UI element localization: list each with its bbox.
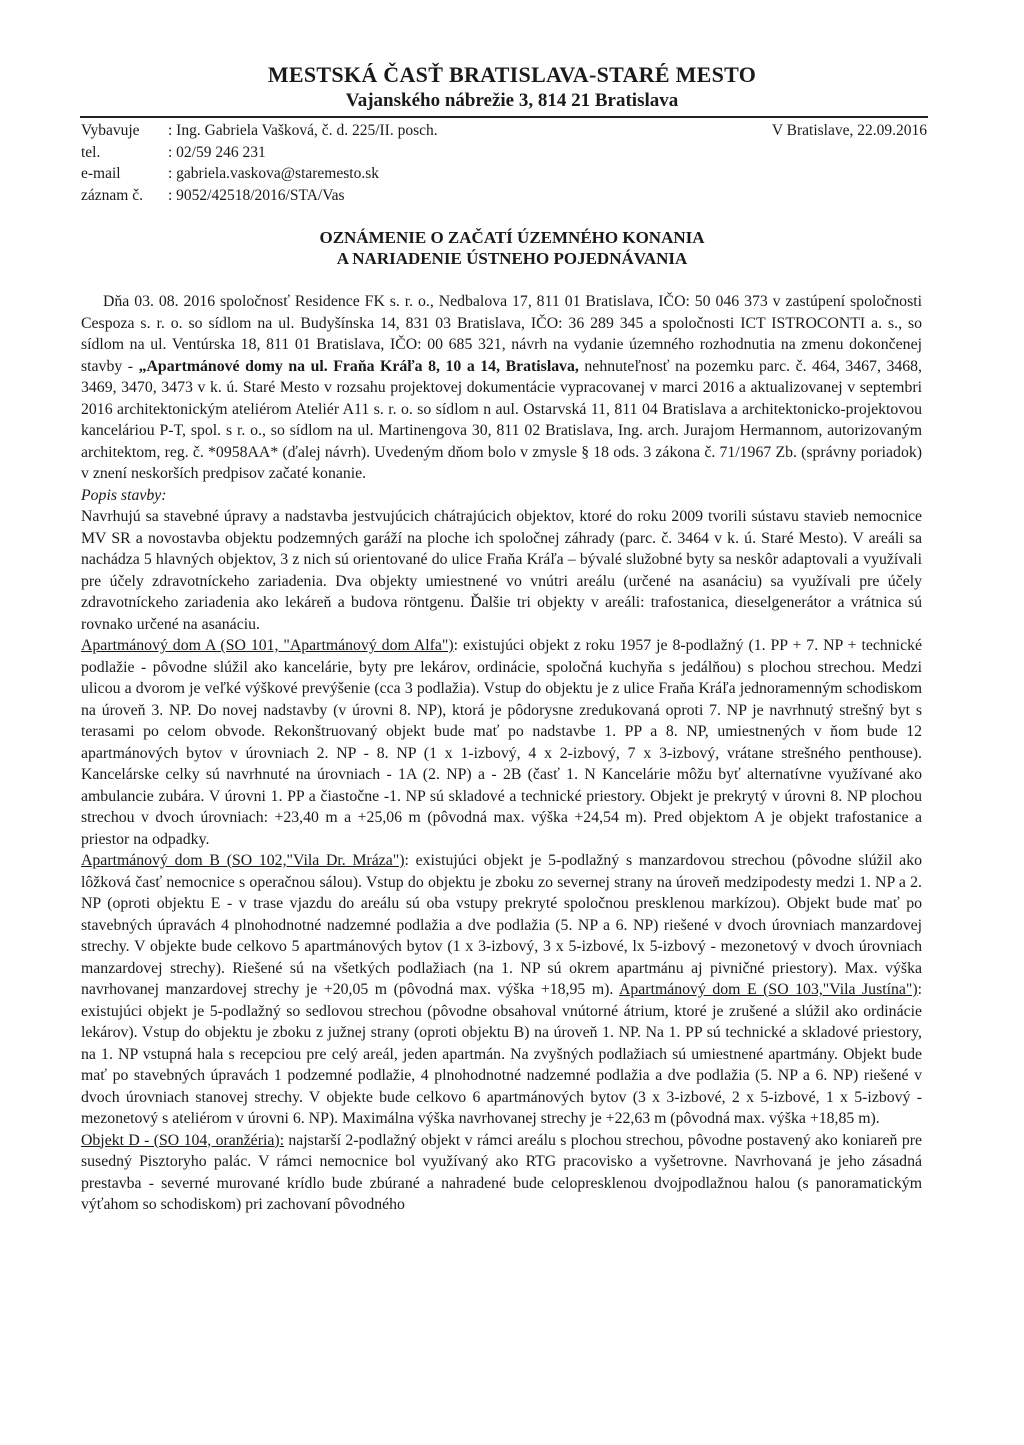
intro-text-a: Dňa 03. 08. 2016 spoločnosť Residence FK s. r. o., Nedbalova 17, 811 01 Bratislava, IČO: 50 046 373 v zastúpení spoločnosti Cespoza s. r. o. so sídlom na ul. Budyšínska 14, 831 03 Bratislava, IČO: 36 289 345 a spoločnosti ICT ISTROCONTI a. s., so sídlom na ul. Ventúrska 18, 811 01 Bratislava, IČO: 00 685 321, návrh na vydanie územného rozhodnutia na zmenu dokončenej stavby - xyxy=(81,293,922,375)
description-heading: Popis stavby: xyxy=(81,486,167,504)
meta-label: Vybavuje xyxy=(81,122,140,139)
building-d-title: Objekt D - (SO 104, oranžéria): xyxy=(81,1131,285,1149)
description-paragraph: Navrhujú sa stavebné úpravy a nadstavba jestvujúcich chátrajúcich objektov, ktoré do roku 2009 tvorili sústavu stavieb nemocnice MV SR a novostavba objektu podzemných garáží na ploche ich spoločnej záhrady (parc. č. 3464 v k. ú. Staré Mesto). V areáli sa nachádza 5 hlavných objektov, 3 z nich sú orientované do ulice Fraňa Kráľa – bývalé služobné byty sa neskôr adaptovali a využívali pre účely zdravotníckeho zariadenia. Dva objekty umiestnené vo vnútri areálu (určené na asanáciu) sa využívali pre účely zdravotníckeho zariadenia ako lekáreň a budova röntgenu. Ďalšie tri objekty v areáli: trafostanica, dieselgenerátor a vrátnica sú rovnako určené na asanáciu. xyxy=(81,508,922,633)
intro-text-b: nehnuteľnosť na pozemku parc. č. 464, 3467, 3468, 3469, 3470, 3473 v k. ú. Staré Mesto v rozsahu projektovej dokumentácie vypracovanej v marci 2016 a aktualizovanej v septembri 2016 architektonickým ateliérom Ateliér A11 s. r. o. so sídlom n aul. Ostarvská 11, 811 04 Bratislava a architektonicko-projektovou kanceláriou P-T, spol. s r. o., so sídlom na ul. Martinengova 30, 811 02 Bratislava, Ing. arch. Jurajom Hermannom, autorizovaným architektom, reg. č. *0958AA* (ďalej návrh). Uvedeným dňom bolo v zmysle § 18 ods. 3 zákona č. 71/1967 Zb. (správny poriadok) v znení neskorších predpisov začaté konanie. xyxy=(81,357,922,482)
meta-row-email xyxy=(81,163,941,185)
building-a-title: Apartmánový dom A (SO 101, "Apartmánový dom Alfa") xyxy=(81,637,454,654)
office-address: Vajanského nábrežie 3, 814 21 Bratislava xyxy=(345,90,679,111)
notice-title-line1: OZNÁMENIE O ZAČATÍ ÚZEMNÉHO KONANIA xyxy=(319,228,705,247)
meta-value: : Ing. Gabriela Vašková, č. d. 225/II. posch. xyxy=(168,122,438,139)
intro-paragraph xyxy=(81,291,922,485)
building-a-text: : existujúci objekt z roku 1957 je 8-podlažný (1. PP + 7. NP + technické podlažie - pôvodne slúžil ako kancelárie, byty pre lekárov, ordinácie, spoločná kuchyňa s jedálňou) s plochou strechou. Medzi ulicou a dvorom je veľké výškové prevýšenie (cca 3 podlažia). Vstup do objektu je z ulice Fraňa Kráľa jednoramenným schodiskom na úroveň 3. NP. Do novej nadstavby (v úrovni 8. NP), ktorá je pôdorysne zredukovaná oproti 7. NP je navrhnutý strešný byt s terasami po celom obvode. Rekonštruovaný objekt bude mať po nadstavbe 1. PP a 8. NP, umiestnených v ňom bude 12 apartmánových bytov v úrovniach 2. NP - 8. NP (1 x 1-izbový, 4 x 2-izbový, 7 x 3-izbový, vrátane strešného penthouse). Kancelárske celky sú navrhnuté na úrovniach - 1A (2. NP) a - 2B (časť 1. N Kancelárie môžu byť alternatívne využívané ako ambulancie zubára. V úrovni 1. PP a čiastočne -1. NP sú skladové a technické priestory. Objekt je prekrytý v úrovni 8. NP plochou strechou v dvoch úrovniach: +23,40 m a +25,06 m (pôvodná max. výška +24,54 m). Pred objektom A je objekt trafostanice a priestor na odpadky. xyxy=(81,637,922,848)
building-b-title: Apartmánový dom B (SO 102,"Vila Dr. Mráza") xyxy=(81,852,405,869)
office-name: MESTSKÁ ČASŤ BRATISLAVA-STARÉ MESTO xyxy=(267,62,757,87)
building-e-text: : existujúci objekt je 5-podlažný so sedlovou strechou (pôvodne obsahoval vnútorné átrium, ktoré je zrušené a slúžil ako ordinácie lekárov). Vstup do objektu je zboku z južnej strany (oproti objektu B) na úroveň 1. NP. Na 1. PP sú technické a skladové priestory, na 1. NP vstupná hala s recepciou pre celý areál, jeden apartmán. Na zvyšných podlažiach sú umiestnené apartmány. Objekt bude mať po stavebných úpravách 1 podzemné podlažie, 4 plnohodnotné nadzemné podlažia a dve podlažia (5. NP a 6. NP) riešené v dvoch úrovniach stanovej strechy. V objekte bude celkovo 6 apartmánových bytov (3 x 3-izbové, 2 x 5-izbové, 1 x 5-izbový - mezonetový s ateliérom v úrovni 6. NP). Maximálna výška navrhovanej strechy je +22,63 m (pôvodná max. výška +18,85 m). xyxy=(81,981,922,1127)
meta-label: e-mail xyxy=(81,165,121,182)
place-date: V Bratislave, 22.09.2016 xyxy=(771,122,927,139)
meta-row-phone xyxy=(81,142,941,164)
building-e-title: Apartmánový dom E (SO 103,"Vila Justína") xyxy=(618,981,918,998)
meta-row-record xyxy=(81,185,941,207)
building-b-e-paragraph xyxy=(81,850,922,1130)
meta-value: : 02/59 246 231 xyxy=(168,143,266,161)
header-rule xyxy=(80,116,928,118)
meta-value: : 9052/42518/2016/STA/Vas xyxy=(168,186,345,204)
notice-body xyxy=(81,291,922,1216)
building-d-text: najstarší 2-podlažný objekt v rámci areálu s plochou strechou, pôvodne postavený ako koniareň pre susedný Pisztoryho palác. V rámci nemocnice bol využívaný ako RTG pracovisko a vyšetrovne. Navrhovaná je jeho zásadná prestavba - severné murované krídlo bude zbúrané a nahradené bude celopresklenou dvojpodlažnou halou (s panoramatickým výťahom so schodiskom) pri zachovaní pôvodného xyxy=(81,1131,922,1213)
meta-value: : gabriela.vaskova@staremesto.sk xyxy=(168,165,379,182)
project-name: „Apartmánové domy na ul. Fraňa Kráľa 8, 10 a 14, Bratislava, xyxy=(138,357,579,375)
building-a-paragraph xyxy=(81,635,922,850)
building-b-text: : existujúci objekt je 5-podlažný s manzardovou strechou (pôvodne slúžil ako lôžková časť nemocnice s operačnou sálou). Vstup do objektu je zboku zo severnej strany na úroveň medzipodesty medzi 1. NP a 2. NP (oproti objektu E - v trase vjazdu do areálu sú oba vstupy prekryté spoločnou presklenou markízou). Objekt bude mať po stavebných úpravách 4 plnohodnotné nadzemné podlažia a dve podlažia (5. NP a 6. NP) riešené v dvoch úrovniach manzardovej strechy. V objekte bude celkovo 5 apartmánových bytov (1 x 3-izbový, 3 x 5-izbové, lx 5-izbový - mezonetový v dvoch úrovniach manzardovej strechy). Riešené sú na všetkých podlažiach (na 1. NP sú okrem apartmánu aj pivničné priestory). Max. výška navrhovanej manzardovej strechy je +20,05 m (pôvodná max. výška +18,95 m). xyxy=(81,852,922,998)
meta-label: tel. xyxy=(81,143,101,161)
meta-label: záznam č. xyxy=(81,186,143,204)
contact-block xyxy=(81,120,941,206)
notice-title-line2: A NARIADENIE ÚSTNEHO POJEDNÁVANIA xyxy=(336,249,688,268)
building-d-paragraph xyxy=(81,1130,922,1216)
